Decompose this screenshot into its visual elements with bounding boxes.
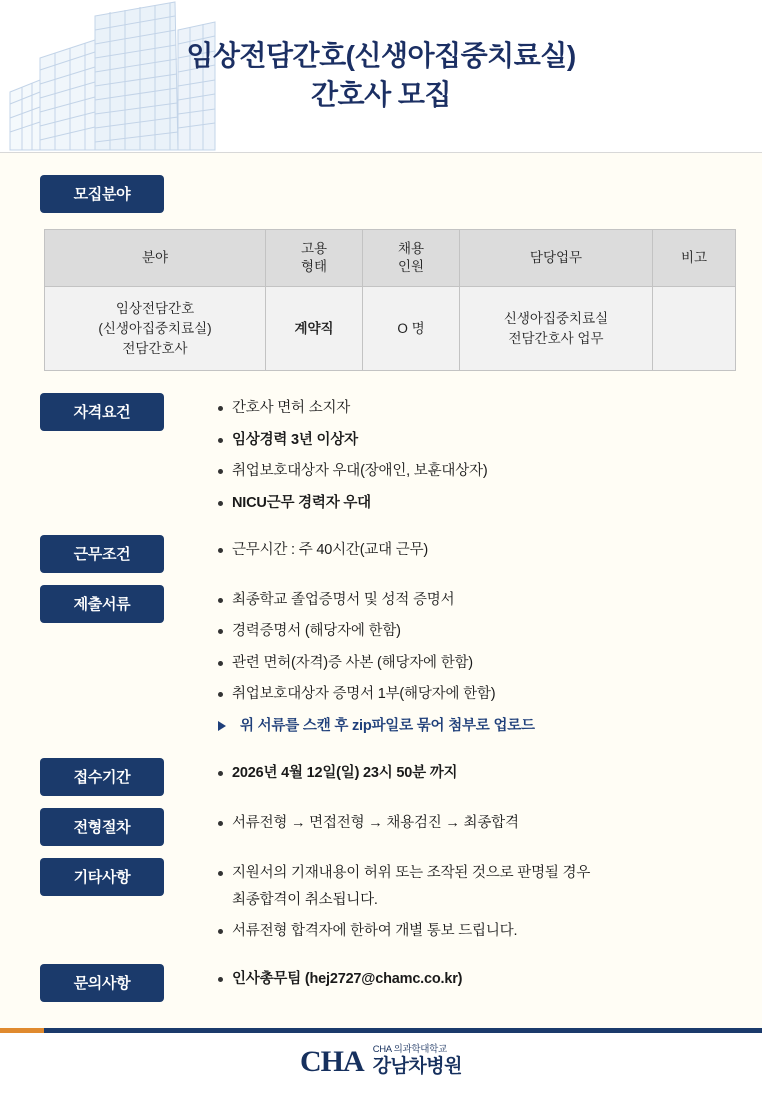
page-title-line1: 임상전담간호(신생아집중치료실) xyxy=(186,40,576,72)
cell-employment-type: 계약직 xyxy=(266,287,363,371)
table-header-employment-type-line2: 형태 xyxy=(300,259,328,275)
list-item: 임상경력 3년 이상자 xyxy=(218,429,762,451)
section-recruit-field xyxy=(0,175,762,213)
qualification-list xyxy=(164,393,762,523)
cell-field-line1: 임상전담간호 xyxy=(115,301,195,317)
hospital-logo xyxy=(0,1033,762,1093)
list-item: 최종학교 졸업증명서 및 성적 증명서 xyxy=(218,589,762,611)
list-item: 서류전형 합격자에 한하여 개별 통보 드립니다. xyxy=(218,920,762,942)
recruit-table xyxy=(44,229,736,371)
table-header-note: 비고 xyxy=(653,230,736,287)
work-condition-list xyxy=(164,535,762,570)
posting-body xyxy=(0,153,762,1028)
cell-headcount: O 명 xyxy=(363,287,460,371)
table-header-duty: 담당업무 xyxy=(460,230,653,287)
section-process xyxy=(0,808,762,846)
footer-bar-navy xyxy=(44,1028,762,1033)
list-item: 간호사 면허 소지자 xyxy=(218,397,762,419)
section-application-period xyxy=(0,758,762,796)
table-header-employment-type xyxy=(266,230,363,287)
section-documents xyxy=(0,585,762,746)
cell-duty-line2: 전담간호사 업무 xyxy=(508,330,604,346)
documents-list xyxy=(164,585,762,746)
list-item: 서류전형 → 면접전형 → 채용검진 → 최종합격 xyxy=(218,812,762,834)
cell-field-line2: (신생아집중치료실) xyxy=(98,321,212,336)
section-qualification xyxy=(0,393,762,523)
table-header-headcount-line2: 인원 xyxy=(397,259,425,275)
footer-bar-orange xyxy=(0,1028,44,1033)
list-item: 근무시간 : 주 40시간(교대 근무) xyxy=(218,539,762,561)
cell-field-line3: 전담간호사 xyxy=(122,340,188,356)
list-item: NICU근무 경력자 우대 xyxy=(218,492,762,514)
application-period-list xyxy=(164,758,762,793)
list-item: 경력증명서 (해당자에 한함) xyxy=(218,620,762,642)
list-item: 2026년 4월 12일(일) 23시 50분 까지 xyxy=(218,762,762,784)
logo-text xyxy=(373,1045,462,1078)
etc-list xyxy=(164,858,762,951)
section-tag-contact: 문의사항 xyxy=(40,964,164,1002)
table-header-field: 분야 xyxy=(45,230,266,287)
contact-email-item[interactable]: 인사총무팀 (hej2727@chamc.co.kr) xyxy=(218,968,762,990)
table-header-headcount xyxy=(363,230,460,287)
process-list xyxy=(164,808,762,843)
section-tag-application-period: 접수기간 xyxy=(40,758,164,796)
section-etc xyxy=(0,858,762,951)
cha-logo-mark: CHA xyxy=(300,1044,364,1078)
logo-title: 강남차병원 xyxy=(372,1056,462,1078)
cell-note xyxy=(653,287,736,371)
section-tag-qualification: 자격요건 xyxy=(40,393,164,431)
recruit-table-wrap xyxy=(44,229,710,371)
section-work-condition xyxy=(0,535,762,573)
cell-field xyxy=(45,287,266,371)
list-item: 관련 면허(자격)증 사본 (해당자에 한함) xyxy=(218,652,762,674)
footer-color-bar xyxy=(0,1028,762,1033)
documents-upload-note: 위 서류를 스캔 후 zip파일로 묶어 첨부로 업로드 xyxy=(218,715,762,737)
list-item: 취업보호대상자 증명서 1부(해당자에 한함) xyxy=(218,683,762,705)
cell-duty xyxy=(460,287,653,371)
list-item: 취업보호대상자 우대(장애인, 보훈대상자) xyxy=(218,460,762,482)
table-header-row xyxy=(45,230,736,287)
table-header-headcount-line1: 채용 xyxy=(397,241,425,256)
section-tag-etc: 기타사항 xyxy=(40,858,164,896)
logo-subtitle: CHA 의과학대학교 xyxy=(372,1044,447,1056)
cell-duty-line1: 신생아집중치료실 xyxy=(503,311,609,327)
section-tag-process: 전형절차 xyxy=(40,808,164,846)
page-title-line2: 간호사 모집 xyxy=(310,79,452,110)
list-item-continuation: 최종합격이 취소됩니다. xyxy=(232,891,378,908)
page-footer xyxy=(0,1028,762,1093)
list-item: 지원서의 기재내용이 허위 또는 조작된 것으로 판명될 경우 xyxy=(218,862,762,884)
table-header-employment-type-line1: 고용 xyxy=(300,241,328,256)
section-tag-recruit-field: 모집분야 xyxy=(40,175,164,213)
page-title xyxy=(0,0,762,152)
contact-list xyxy=(164,964,762,999)
section-contact xyxy=(0,964,762,1002)
section-tag-work-condition: 근무조건 xyxy=(40,535,164,573)
table-row xyxy=(45,287,736,371)
page-header xyxy=(0,0,762,153)
section-tag-documents: 제출서류 xyxy=(40,585,164,623)
